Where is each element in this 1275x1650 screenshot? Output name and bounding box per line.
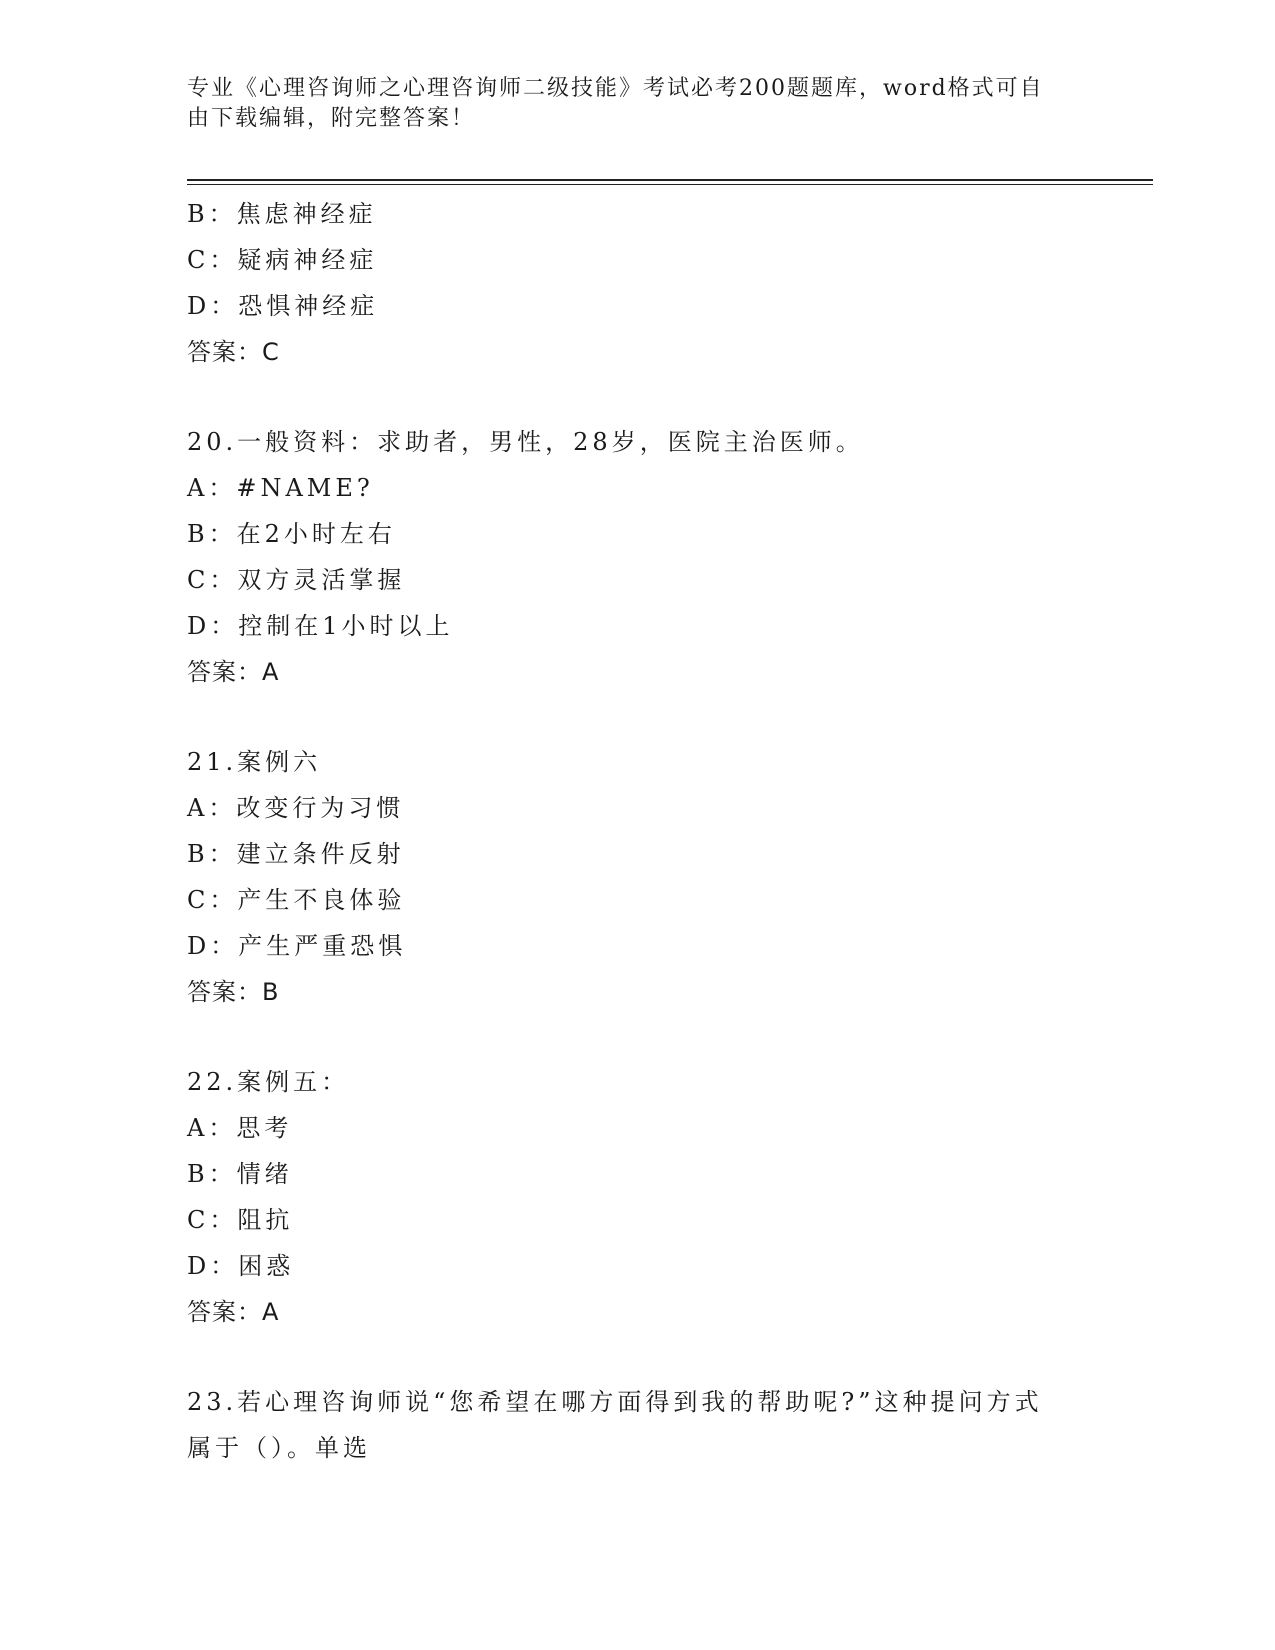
- question-21-option-a: A：改变行为习惯: [187, 794, 405, 822]
- question-23-stem: 23.若心理咨询师说“您希望在哪方面得到我的帮助呢?”这种提问方式属于（）。单选: [187, 1388, 1043, 1462]
- question-19-option-d: D：恐惧神经症: [187, 292, 379, 320]
- header-rule-thick: [187, 179, 1153, 181]
- question-20-block: [187, 419, 1067, 695]
- question-21-stem: 21.案例六: [187, 748, 322, 776]
- question-22-option-b: B：情绪: [187, 1160, 293, 1188]
- question-19-answer: 答案：C: [187, 338, 280, 366]
- question-content: [187, 191, 1067, 1471]
- question-20-stem: 20.一般资料：求助者，男性，28岁，医院主治医师。: [187, 428, 864, 456]
- question-20-option-d: D：控制在1小时以上: [187, 612, 454, 640]
- question-20-option-c: C：双方灵活掌握: [187, 566, 406, 594]
- question-19-option-c: C：疑病神经症: [187, 246, 378, 274]
- question-22-option-d: D：困惑: [187, 1252, 295, 1280]
- question-22-option-c: C：阻抗: [187, 1206, 294, 1234]
- spacer: [187, 695, 1067, 739]
- question-22-block: [187, 1059, 1067, 1335]
- document-header: 专业《心理咨询师之心理咨询师二级技能》考试必考200题题库，word格式可自由下载编辑，附完整答案！: [187, 76, 1044, 131]
- question-23-block: [187, 1379, 1067, 1471]
- question-20-option-a: A：#NAME?: [187, 474, 374, 502]
- question-20-option-b: B：在2小时左右: [187, 520, 396, 548]
- spacer: [187, 1335, 1067, 1379]
- question-21-block: [187, 739, 1067, 1015]
- question-21-answer: 答案：B: [187, 978, 280, 1006]
- header-rule-thin: [187, 184, 1153, 185]
- question-21-option-d: D：产生严重恐惧: [187, 932, 407, 960]
- question-22-answer: 答案：A: [187, 1298, 280, 1326]
- question-19-option-b: B：焦虑神经症: [187, 200, 377, 228]
- question-22-option-a: A：思考: [187, 1114, 293, 1142]
- spacer: [187, 1015, 1067, 1059]
- spacer: [187, 375, 1067, 419]
- question-21-option-b: B：建立条件反射: [187, 840, 405, 868]
- question-22-stem: 22.案例五：: [187, 1068, 350, 1096]
- question-20-answer: 答案：A: [187, 658, 280, 686]
- question-21-option-c: C：产生不良体验: [187, 886, 406, 914]
- question-19-block: [187, 191, 1067, 375]
